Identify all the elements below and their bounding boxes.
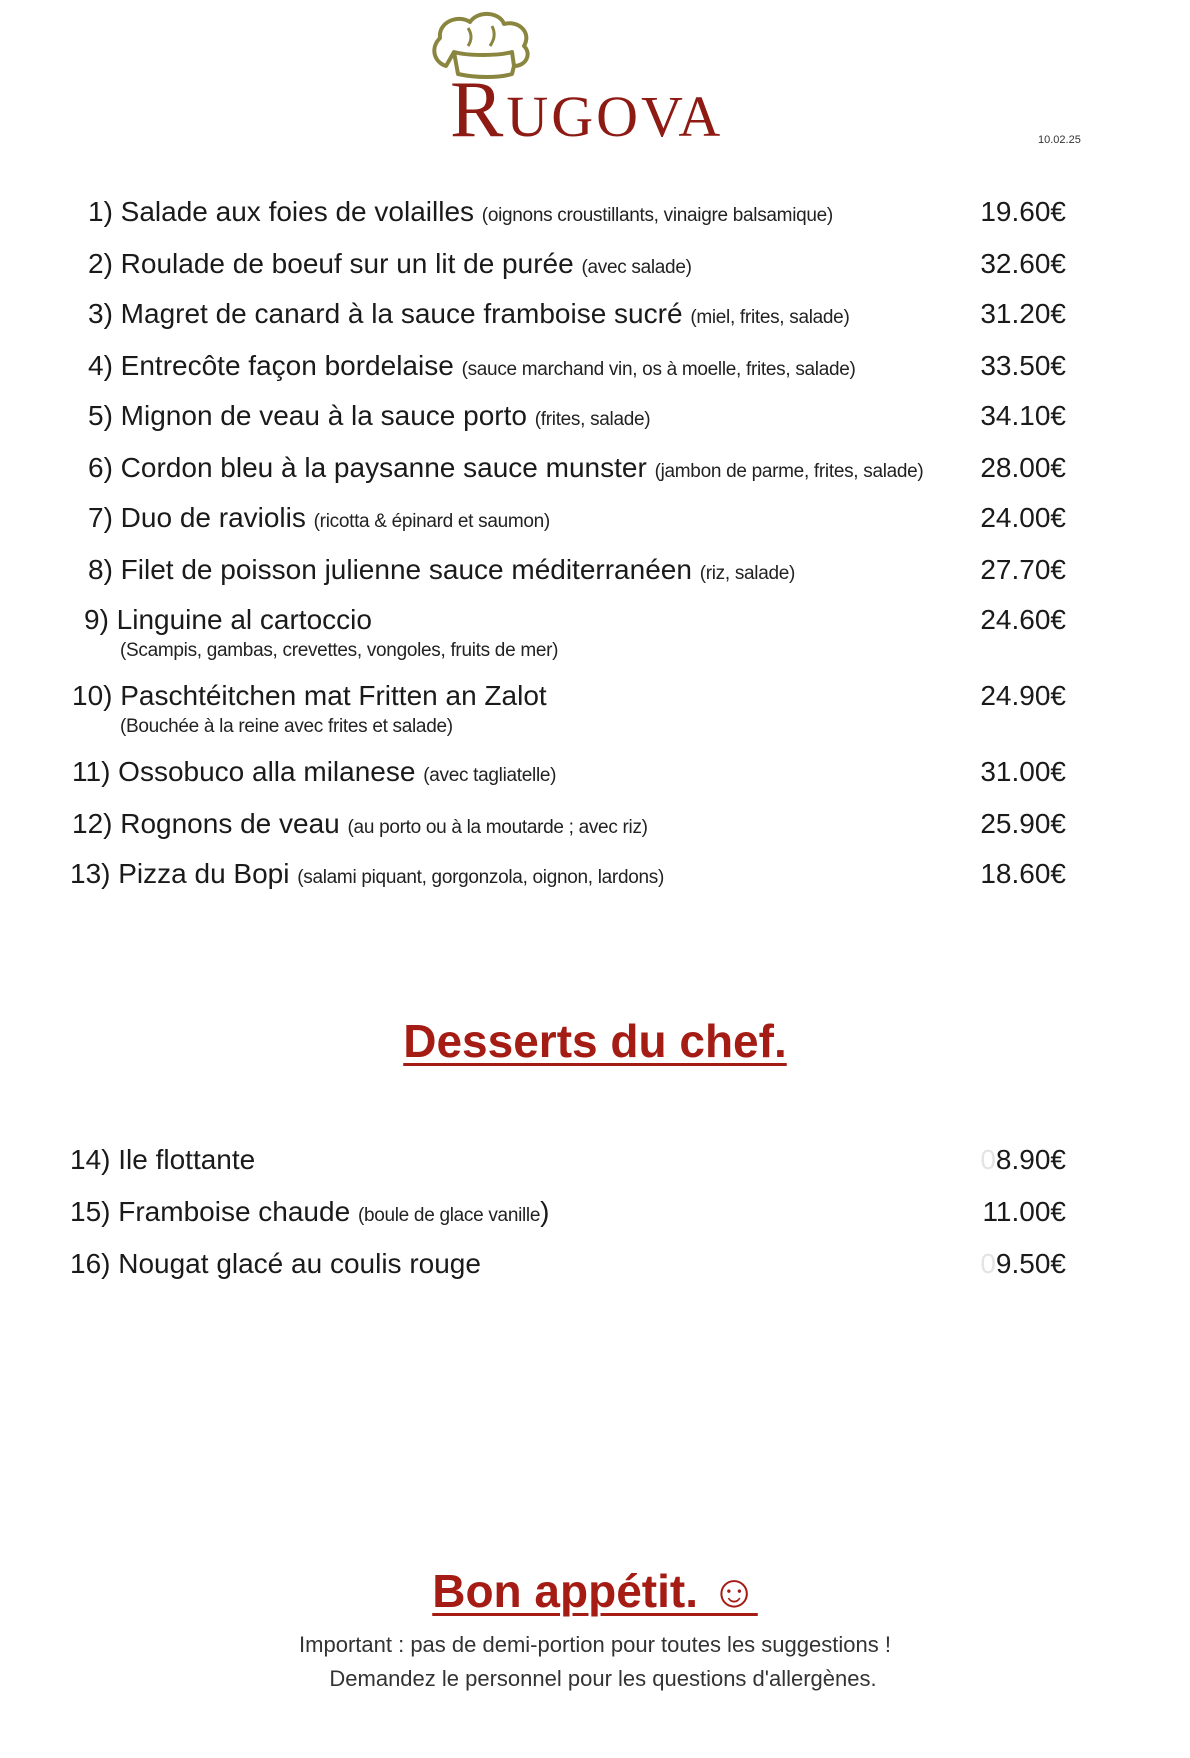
menu-item-price: 24.00€ [980,502,1066,533]
menu-item-price: 24.60€ [980,604,1066,635]
menu-item-note: (salami piquant, gorgonzola, oignon, lardons) [297,867,664,888]
dessert-item-price: 09.50€ [980,1248,1066,1279]
menu-item-name: 11) Ossobuco alla milanese (avec tagliatelle) [72,756,557,787]
menu-item [0,502,1190,542]
menu-item [0,298,1190,338]
menu-item-note: (Scampis, gambas, crevettes, vongoles, fruits de mer) [120,640,559,661]
menu-item-note: (au porto ou à la moutarde ; avec riz) [347,817,648,838]
menu-item-name: 4) Entrecôte façon bordelaise (sauce marchand vin, os à moelle, frites, salade) [88,350,856,381]
menu-item-note: (sauce marchand vin, os à moelle, frites, salade) [461,359,856,380]
menu-item-note: (riz, salade) [699,563,796,584]
dessert-item-price: 08.90€ [980,1144,1066,1175]
desserts-title: Desserts du chef. [403,1015,787,1067]
dessert-item-price: 11.00€ [982,1196,1066,1227]
footer-line-allergens: Demandez le personnel pour les questions d'allergènes. [329,1666,877,1691]
menu-item-name: 9) Linguine al cartoccio [84,604,372,635]
menu-item-note: (oignons croustillants, vinaigre balsamique) [481,205,833,226]
menu-item-price: 32.60€ [980,248,1066,279]
menu-item [0,604,1190,661]
menu-item-note: (avec salade) [581,257,692,278]
menu-item [0,350,1190,390]
menu-item-name: 5) Mignon de veau à la sauce porto (frites, salade) [88,400,651,431]
brand-initial: R [450,66,507,154]
dessert-item [0,1144,1190,1184]
menu-item-name: 13) Pizza du Bopi (salami piquant, gorgonzola, oignon, lardons) [70,858,664,889]
restaurant-logo [420,8,780,154]
footer-line-portion: Important : pas de demi-portion pour toutes les suggestions ! [299,1632,891,1657]
price-faint-digit: 0 [980,1144,996,1175]
menu-item [0,196,1190,236]
menu-item-price: 31.00€ [980,756,1066,787]
menu-item-name: 7) Duo de raviolis (ricotta & épinard et saumon) [88,502,550,533]
dessert-item-name: 15) Framboise chaude (boule de glace vanille) [70,1196,550,1227]
dessert-item-name: 14) Ile flottante [70,1144,256,1175]
menu-item-name: 12) Rognons de veau (au porto ou à la moutarde ; avec riz) [72,808,648,839]
menu-item-price: 34.10€ [980,400,1066,431]
menu-item [0,554,1190,594]
menu-item-name: 1) Salade aux foies de volailles (oignons croustillants, vinaigre balsamique) [88,196,833,227]
dessert-item-note-close: ) [540,1196,550,1227]
menu-item-name: 2) Roulade de boeuf sur un lit de purée (avec salade) [88,248,692,279]
menu-item [0,858,1190,898]
menu-item [0,808,1190,848]
brand-name [450,66,724,154]
menu-item [0,680,1190,737]
menu-item [0,756,1190,796]
bon-appetit-title: Bon appétit. ☺ [432,1565,758,1617]
menu-item-note: (Bouchée à la reine avec frites et salade) [120,716,453,737]
dessert-item-name: 16) Nougat glacé au coulis rouge [70,1248,481,1279]
dessert-item [0,1196,1190,1236]
menu-item-name: 6) Cordon bleu à la paysanne sauce munster (jambon de parme, frites, salade) [88,452,924,483]
menu-item [0,400,1190,440]
menu-date: 10.02.25 [1038,134,1081,146]
menu-item-price: 27.70€ [980,554,1066,585]
menu-item-note: (jambon de parme, frites, salade) [654,461,924,482]
brand-rest: UGOVA [506,84,724,149]
menu-item-note: (ricotta & épinard et saumon) [313,511,550,532]
menu-item [0,452,1190,492]
menu-item-price: 28.00€ [980,452,1066,483]
menu-item-price: 18.60€ [980,858,1066,889]
menu-item-price: 19.60€ [980,196,1066,227]
menu-item [0,248,1190,288]
price-faint-digit: 0 [980,1248,996,1279]
menu-item-note: (avec tagliatelle) [423,765,557,786]
menu-item-price: 25.90€ [980,808,1066,839]
menu-item-price: 31.20€ [980,298,1066,329]
menu-item-price: 24.90€ [980,680,1066,711]
menu-item-price: 33.50€ [980,350,1066,381]
dessert-item [0,1248,1190,1288]
menu-item-name: 3) Magret de canard à la sauce framboise sucré (miel, frites, salade) [88,298,850,329]
menu-item-note: (miel, frites, salade) [690,307,850,328]
menu-item-note: (frites, salade) [534,409,651,430]
menu-item-name: 10) Paschtéitchen mat Fritten an Zalot [72,680,547,711]
menu-item-name: 8) Filet de poisson julienne sauce méditerranéen (riz, salade) [88,554,796,585]
dessert-item-note: (boule de glace vanille [357,1205,541,1226]
